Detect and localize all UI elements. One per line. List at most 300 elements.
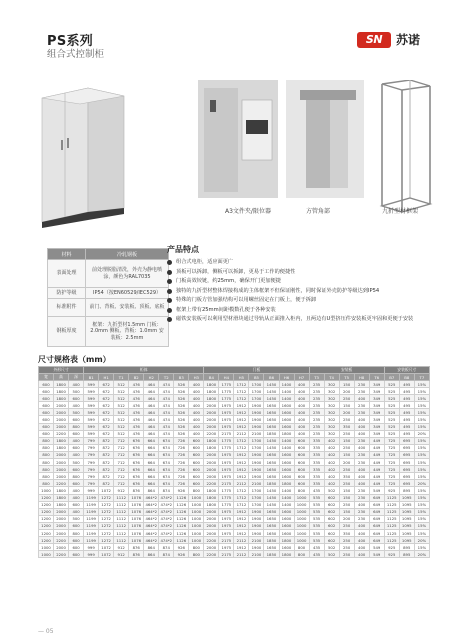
- table-cell: 1450: [264, 487, 279, 494]
- table-cell: 2175: [219, 537, 234, 544]
- dim-column-header: 高: [54, 374, 69, 381]
- table-cell: 2100: [249, 430, 264, 437]
- table-cell: 512: [114, 395, 129, 402]
- table-row: [39, 466, 430, 473]
- table-cell: 474: [159, 402, 174, 409]
- table-cell: 1125: [384, 515, 399, 522]
- table-cell: 600: [189, 480, 204, 487]
- table-cell: 2000: [54, 515, 69, 522]
- table-cell: 235: [309, 402, 324, 409]
- table-cell: 400: [189, 423, 204, 430]
- table-cell: 474: [159, 381, 174, 388]
- table-cell: 402: [324, 473, 339, 480]
- page-number: — 05: [38, 628, 54, 635]
- table-cell: 695: [399, 444, 414, 451]
- table-cell: 726: [174, 473, 189, 480]
- table-cell: 876: [129, 487, 144, 494]
- table-cell: 476: [129, 430, 144, 437]
- table-cell: 676: [129, 437, 144, 444]
- table-cell: 1975: [219, 402, 234, 409]
- table-row: [39, 544, 430, 551]
- spec-table: [47, 248, 169, 347]
- table-cell: 1126: [174, 522, 189, 529]
- table-cell: 1000: [189, 515, 204, 522]
- table-cell: 1700: [249, 395, 264, 402]
- table-cell: 1400: [279, 501, 294, 508]
- photo-caption-corner: 方管角部: [306, 208, 331, 215]
- table-cell: 525: [384, 430, 399, 437]
- table-row: [39, 381, 430, 388]
- table-cell: 695: [399, 437, 414, 444]
- table-cell: 230: [354, 459, 369, 466]
- table-cell: 449: [369, 480, 384, 487]
- table-cell: 464: [144, 423, 159, 430]
- table-row: [39, 395, 430, 402]
- table-cell: 235: [309, 395, 324, 402]
- table-cell: 464*2: [145, 516, 158, 522]
- dim-column-header: B4: [204, 374, 219, 381]
- table-cell: 1850: [264, 551, 279, 558]
- table-cell: 474*2: [160, 516, 173, 522]
- table-row: [39, 444, 430, 451]
- table-cell: 235: [309, 388, 324, 395]
- table-cell: 872: [99, 437, 114, 444]
- table-cell: 200: [339, 515, 354, 522]
- table-row: [39, 537, 430, 544]
- table-cell: 2000: [54, 544, 69, 551]
- table-cell: 649: [369, 537, 384, 544]
- table-cell: 1800: [204, 437, 219, 444]
- table-cell: 1450: [264, 501, 279, 508]
- dim-column-header: 深: [69, 374, 84, 381]
- table-cell: 2000: [204, 473, 219, 480]
- table-cell: 150: [339, 487, 354, 494]
- table-cell: 402: [324, 466, 339, 473]
- table-cell: 474*2: [160, 537, 173, 543]
- table-cell: 1076: [129, 529, 144, 536]
- table-cell: 349: [369, 409, 384, 416]
- table-cell: 1600: [279, 466, 294, 473]
- table-cell: 926: [174, 551, 189, 558]
- table-cell: 1000: [39, 487, 54, 494]
- table-cell: 599: [84, 388, 99, 395]
- table-cell: 600: [294, 444, 309, 451]
- table-cell: 1000: [294, 515, 309, 522]
- table-cell: 676: [129, 444, 144, 451]
- table-cell: 1800: [204, 494, 219, 501]
- table-cell: 512: [114, 402, 129, 409]
- table-cell: 2200: [204, 480, 219, 487]
- table-cell: 799: [84, 451, 99, 458]
- table-cell: 895: [399, 544, 414, 551]
- table-cell: 1900: [249, 409, 264, 416]
- table-cell: 600: [39, 388, 54, 395]
- brand-name: 苏诺: [395, 33, 420, 47]
- table-cell: 800: [39, 437, 54, 444]
- table-cell: 600: [69, 551, 84, 558]
- table-cell: 15%: [414, 437, 429, 444]
- table-cell: 1650: [264, 409, 279, 416]
- table-cell: 1072: [99, 544, 114, 551]
- table-cell: 2000: [204, 402, 219, 409]
- table-cell: 1600: [279, 473, 294, 480]
- table-cell: 525: [384, 388, 399, 395]
- table-cell: 1912: [234, 466, 249, 473]
- table-cell: 1126: [174, 529, 189, 536]
- table-cell: 1975: [219, 544, 234, 551]
- spec-value: 前门、背板、安装板、顶板、底板: [86, 299, 169, 317]
- table-cell: 672: [99, 402, 114, 409]
- table-cell: 495: [399, 388, 414, 395]
- table-cell: 1850: [264, 430, 279, 437]
- table-cell: 200: [339, 409, 354, 416]
- table-cell: 525: [384, 416, 399, 423]
- spec-value: 框架：九折型材1.5mm 门板：2.0mm 侧板、背板：1.0mm 安装板：2.5mm: [86, 317, 169, 347]
- table-cell: 1125: [384, 522, 399, 529]
- table-cell: 1700: [249, 494, 264, 501]
- table-cell: 1912: [234, 459, 249, 466]
- table-cell: 250: [339, 466, 354, 473]
- table-cell: 525: [384, 423, 399, 430]
- table-cell: 1700: [249, 388, 264, 395]
- table-cell: 150: [339, 402, 354, 409]
- table-cell: 2200: [204, 551, 219, 558]
- table-cell: 725: [384, 473, 399, 480]
- table-cell: 2000: [204, 416, 219, 423]
- table-cell: 1650: [264, 423, 279, 430]
- table-cell: 349: [369, 381, 384, 388]
- table-cell: 649: [369, 522, 384, 529]
- table-cell: 726: [174, 466, 189, 473]
- table-cell: 1600: [279, 508, 294, 515]
- table-cell: 1199: [84, 501, 99, 508]
- table-cell: 2000: [54, 416, 69, 423]
- table-cell: 1400: [279, 487, 294, 494]
- table-cell: 872: [99, 473, 114, 480]
- table-cell: 1900: [249, 515, 264, 522]
- table-cell: 200: [339, 388, 354, 395]
- table-cell: 1975: [219, 416, 234, 423]
- table-cell: 1272: [99, 537, 114, 544]
- table-cell: 464: [144, 409, 159, 416]
- table-cell: 726: [174, 444, 189, 451]
- table-cell: 474: [159, 430, 174, 437]
- table-cell: 1400: [279, 444, 294, 451]
- table-cell: 2200: [54, 480, 69, 487]
- feature-text: 特殊的门板方管加强结构可以用螺丝固定在门板上，便于拆卸: [176, 297, 317, 303]
- table-cell: 15%: [414, 402, 429, 409]
- table-cell: 600: [189, 473, 204, 480]
- table-cell: 435: [309, 544, 324, 551]
- table-cell: 464: [144, 430, 159, 437]
- table-cell: 674: [159, 451, 174, 458]
- table-cell: 1900: [249, 522, 264, 529]
- dim-column-header: T6: [369, 374, 384, 381]
- table-cell: 20%: [414, 480, 429, 487]
- table-cell: 302: [324, 402, 339, 409]
- table-cell: 474*2: [160, 502, 173, 508]
- table-cell: 15%: [414, 529, 429, 536]
- table-cell: 602: [324, 494, 339, 501]
- table-row: [39, 409, 430, 416]
- table-cell: 872: [99, 480, 114, 487]
- photo-caption-lock: A3文件夹/限位器: [225, 208, 271, 215]
- table-cell: 1912: [234, 409, 249, 416]
- table-cell: 600: [69, 544, 84, 551]
- table-cell: 435: [309, 551, 324, 558]
- table-cell: 512: [114, 430, 129, 437]
- table-cell: 1975: [219, 515, 234, 522]
- table-cell: 602: [324, 501, 339, 508]
- table-cell: 2200: [54, 537, 69, 544]
- table-row: [39, 494, 430, 501]
- table-cell: 600: [69, 430, 84, 437]
- table-cell: 495: [399, 381, 414, 388]
- table-cell: 912: [114, 551, 129, 558]
- table-cell: 474: [159, 416, 174, 423]
- table-cell: 1650: [264, 459, 279, 466]
- table-cell: 1775: [219, 388, 234, 395]
- table-cell: 1095: [399, 494, 414, 501]
- table-cell: 235: [309, 430, 324, 437]
- table-cell: 400: [189, 416, 204, 423]
- table-row: [39, 416, 430, 423]
- table-cell: 600: [39, 395, 54, 402]
- table-cell: 1800: [54, 388, 69, 395]
- table-cell: 400: [294, 416, 309, 423]
- table-row: [39, 402, 430, 409]
- table-cell: 1912: [234, 508, 249, 515]
- feature-item: [167, 306, 433, 316]
- table-cell: 1650: [264, 529, 279, 536]
- table-cell: 649: [369, 529, 384, 536]
- feature-text: 顶板可以拆卸，侧板可以拆卸，更易于工作的便捷性: [176, 268, 296, 275]
- table-cell: 864: [144, 544, 159, 551]
- table-cell: 599: [84, 416, 99, 423]
- table-cell: 15%: [414, 508, 429, 515]
- table-row: [39, 459, 430, 466]
- features-title: 产品特点: [167, 245, 199, 254]
- table-cell: 349: [369, 388, 384, 395]
- table-cell: 600: [69, 466, 84, 473]
- table-cell: 230: [354, 515, 369, 522]
- table-cell: 1975: [219, 409, 234, 416]
- table-row: [39, 487, 430, 494]
- table-cell: 400: [354, 395, 369, 402]
- dim-column-header: T1: [114, 374, 129, 381]
- table-cell: 674: [159, 459, 174, 466]
- table-cell: 400: [189, 402, 204, 409]
- table-cell: 2000: [54, 451, 69, 458]
- table-cell: 599: [84, 423, 99, 430]
- table-cell: 664: [144, 473, 159, 480]
- table-cell: 1800: [204, 381, 219, 388]
- table-cell: 600: [189, 466, 204, 473]
- table-cell: 1000: [189, 494, 204, 501]
- table-row: [39, 430, 430, 437]
- table-cell: 2112: [234, 537, 249, 544]
- spec-value: IP54（按EN60529/IEC529）: [86, 288, 169, 299]
- table-cell: 1200: [39, 508, 54, 515]
- table-cell: 912: [114, 544, 129, 551]
- table-cell: 1900: [249, 508, 264, 515]
- spec-header-key: 材料: [48, 249, 86, 260]
- table-cell: 1272: [99, 494, 114, 501]
- table-cell: 1600: [279, 544, 294, 551]
- table-cell: 1400: [279, 494, 294, 501]
- table-cell: 302: [324, 416, 339, 423]
- table-cell: 2000: [204, 529, 219, 536]
- table-cell: 912: [114, 487, 129, 494]
- dim-group-header: 安装板尺寸: [384, 367, 429, 374]
- table-cell: 1199: [84, 494, 99, 501]
- spec-header-value: 冷轧钢板: [86, 249, 169, 260]
- table-cell: 1800: [204, 487, 219, 494]
- table-cell: 1076: [129, 494, 144, 501]
- table-cell: 725: [384, 466, 399, 473]
- table-cell: 1200: [39, 537, 54, 544]
- table-cell: 676: [129, 480, 144, 487]
- table-cell: 464*2: [145, 523, 158, 529]
- table-cell: 799: [84, 480, 99, 487]
- table-cell: 535: [309, 501, 324, 508]
- table-row: [39, 515, 430, 522]
- table-cell: 800: [39, 466, 54, 473]
- table-cell: 1000: [294, 522, 309, 529]
- table-cell: 725: [384, 437, 399, 444]
- table-cell: 400: [294, 409, 309, 416]
- dim-group-header: 门板: [204, 367, 309, 374]
- table-cell: 2200: [54, 551, 69, 558]
- table-cell: 1400: [279, 395, 294, 402]
- table-cell: 895: [399, 551, 414, 558]
- table-cell: 400: [69, 402, 84, 409]
- product-photos: [38, 80, 438, 232]
- table-cell: 1775: [219, 444, 234, 451]
- table-cell: 1600: [279, 416, 294, 423]
- table-cell: 2000: [54, 459, 69, 466]
- table-cell: 1112: [114, 529, 129, 536]
- table-cell: 1650: [264, 451, 279, 458]
- dim-column-header: B2: [129, 374, 144, 381]
- table-cell: 1975: [219, 508, 234, 515]
- table-cell: 1912: [234, 515, 249, 522]
- table-cell: 800: [294, 551, 309, 558]
- table-cell: 1126: [174, 501, 189, 508]
- table-cell: 926: [174, 487, 189, 494]
- table-cell: 600: [189, 451, 204, 458]
- table-cell: 1912: [234, 529, 249, 536]
- table-cell: 512: [114, 381, 129, 388]
- table-cell: 464: [144, 402, 159, 409]
- table-cell: 400: [354, 529, 369, 536]
- table-cell: 672: [99, 381, 114, 388]
- table-cell: 2000: [54, 473, 69, 480]
- feature-item: [167, 258, 433, 268]
- table-cell: 1650: [264, 522, 279, 529]
- table-cell: 2000: [204, 466, 219, 473]
- table-cell: 1800: [54, 501, 69, 508]
- table-cell: 1912: [234, 451, 249, 458]
- table-cell: 1775: [219, 494, 234, 501]
- table-cell: 1775: [219, 437, 234, 444]
- table-cell: 502: [324, 544, 339, 551]
- table-cell: 335: [309, 459, 324, 466]
- table-cell: 1900: [249, 529, 264, 536]
- table-cell: 664: [144, 437, 159, 444]
- table-cell: 526: [174, 409, 189, 416]
- table-cell: 526: [174, 381, 189, 388]
- table-cell: 474: [159, 395, 174, 402]
- table-cell: 2000: [54, 466, 69, 473]
- table-cell: 1800: [279, 430, 294, 437]
- table-cell: 150: [339, 508, 354, 515]
- table-cell: 712: [114, 473, 129, 480]
- table-cell: 1650: [264, 402, 279, 409]
- table-cell: 1650: [264, 416, 279, 423]
- table-cell: 712: [114, 459, 129, 466]
- table-cell: 402: [324, 444, 339, 451]
- table-cell: 1600: [279, 423, 294, 430]
- dim-column-header: H2: [144, 374, 159, 381]
- table-cell: 1125: [384, 494, 399, 501]
- table-cell: 512: [114, 423, 129, 430]
- table-cell: 402: [324, 451, 339, 458]
- table-cell: 712: [114, 480, 129, 487]
- table-cell: 1800: [279, 480, 294, 487]
- table-cell: 1400: [279, 381, 294, 388]
- table-cell: 1112: [114, 515, 129, 522]
- table-cell: 400: [69, 381, 84, 388]
- table-cell: 695: [399, 473, 414, 480]
- table-cell: 600: [69, 537, 84, 544]
- table-cell: 525: [384, 395, 399, 402]
- table-row: [39, 522, 430, 529]
- table-cell: 400: [354, 423, 369, 430]
- table-cell: 800: [69, 473, 84, 480]
- spec-value: 前处理脱脂清洗，外壳为静电喷涂，颜色为RAL7035: [86, 260, 169, 288]
- table-cell: 15%: [414, 501, 429, 508]
- spec-key: 表面处理: [48, 260, 86, 288]
- table-cell: 2100: [249, 480, 264, 487]
- dim-column-header: H5: [234, 374, 249, 381]
- table-cell: 672: [99, 430, 114, 437]
- table-cell: 476: [129, 402, 144, 409]
- table-cell: 502: [324, 551, 339, 558]
- table-cell: 1912: [234, 402, 249, 409]
- table-cell: 449: [369, 444, 384, 451]
- table-cell: 476: [129, 395, 144, 402]
- table-cell: 649: [369, 508, 384, 515]
- table-cell: 335: [309, 437, 324, 444]
- table-cell: 800: [294, 487, 309, 494]
- table-row: [39, 388, 430, 395]
- dim-column-header: H1: [99, 374, 114, 381]
- table-cell: 402: [324, 459, 339, 466]
- table-cell: 602: [324, 537, 339, 544]
- table-cell: 302: [324, 388, 339, 395]
- table-cell: 1126: [174, 537, 189, 544]
- table-cell: 400: [69, 451, 84, 458]
- table-cell: 464: [144, 395, 159, 402]
- bullet-icon: [167, 279, 172, 284]
- table-cell: 726: [174, 437, 189, 444]
- table-cell: 874: [159, 551, 174, 558]
- table-cell: 1800: [54, 444, 69, 451]
- table-cell: 1800: [204, 395, 219, 402]
- table-cell: 400: [189, 430, 204, 437]
- table-cell: 1095: [399, 508, 414, 515]
